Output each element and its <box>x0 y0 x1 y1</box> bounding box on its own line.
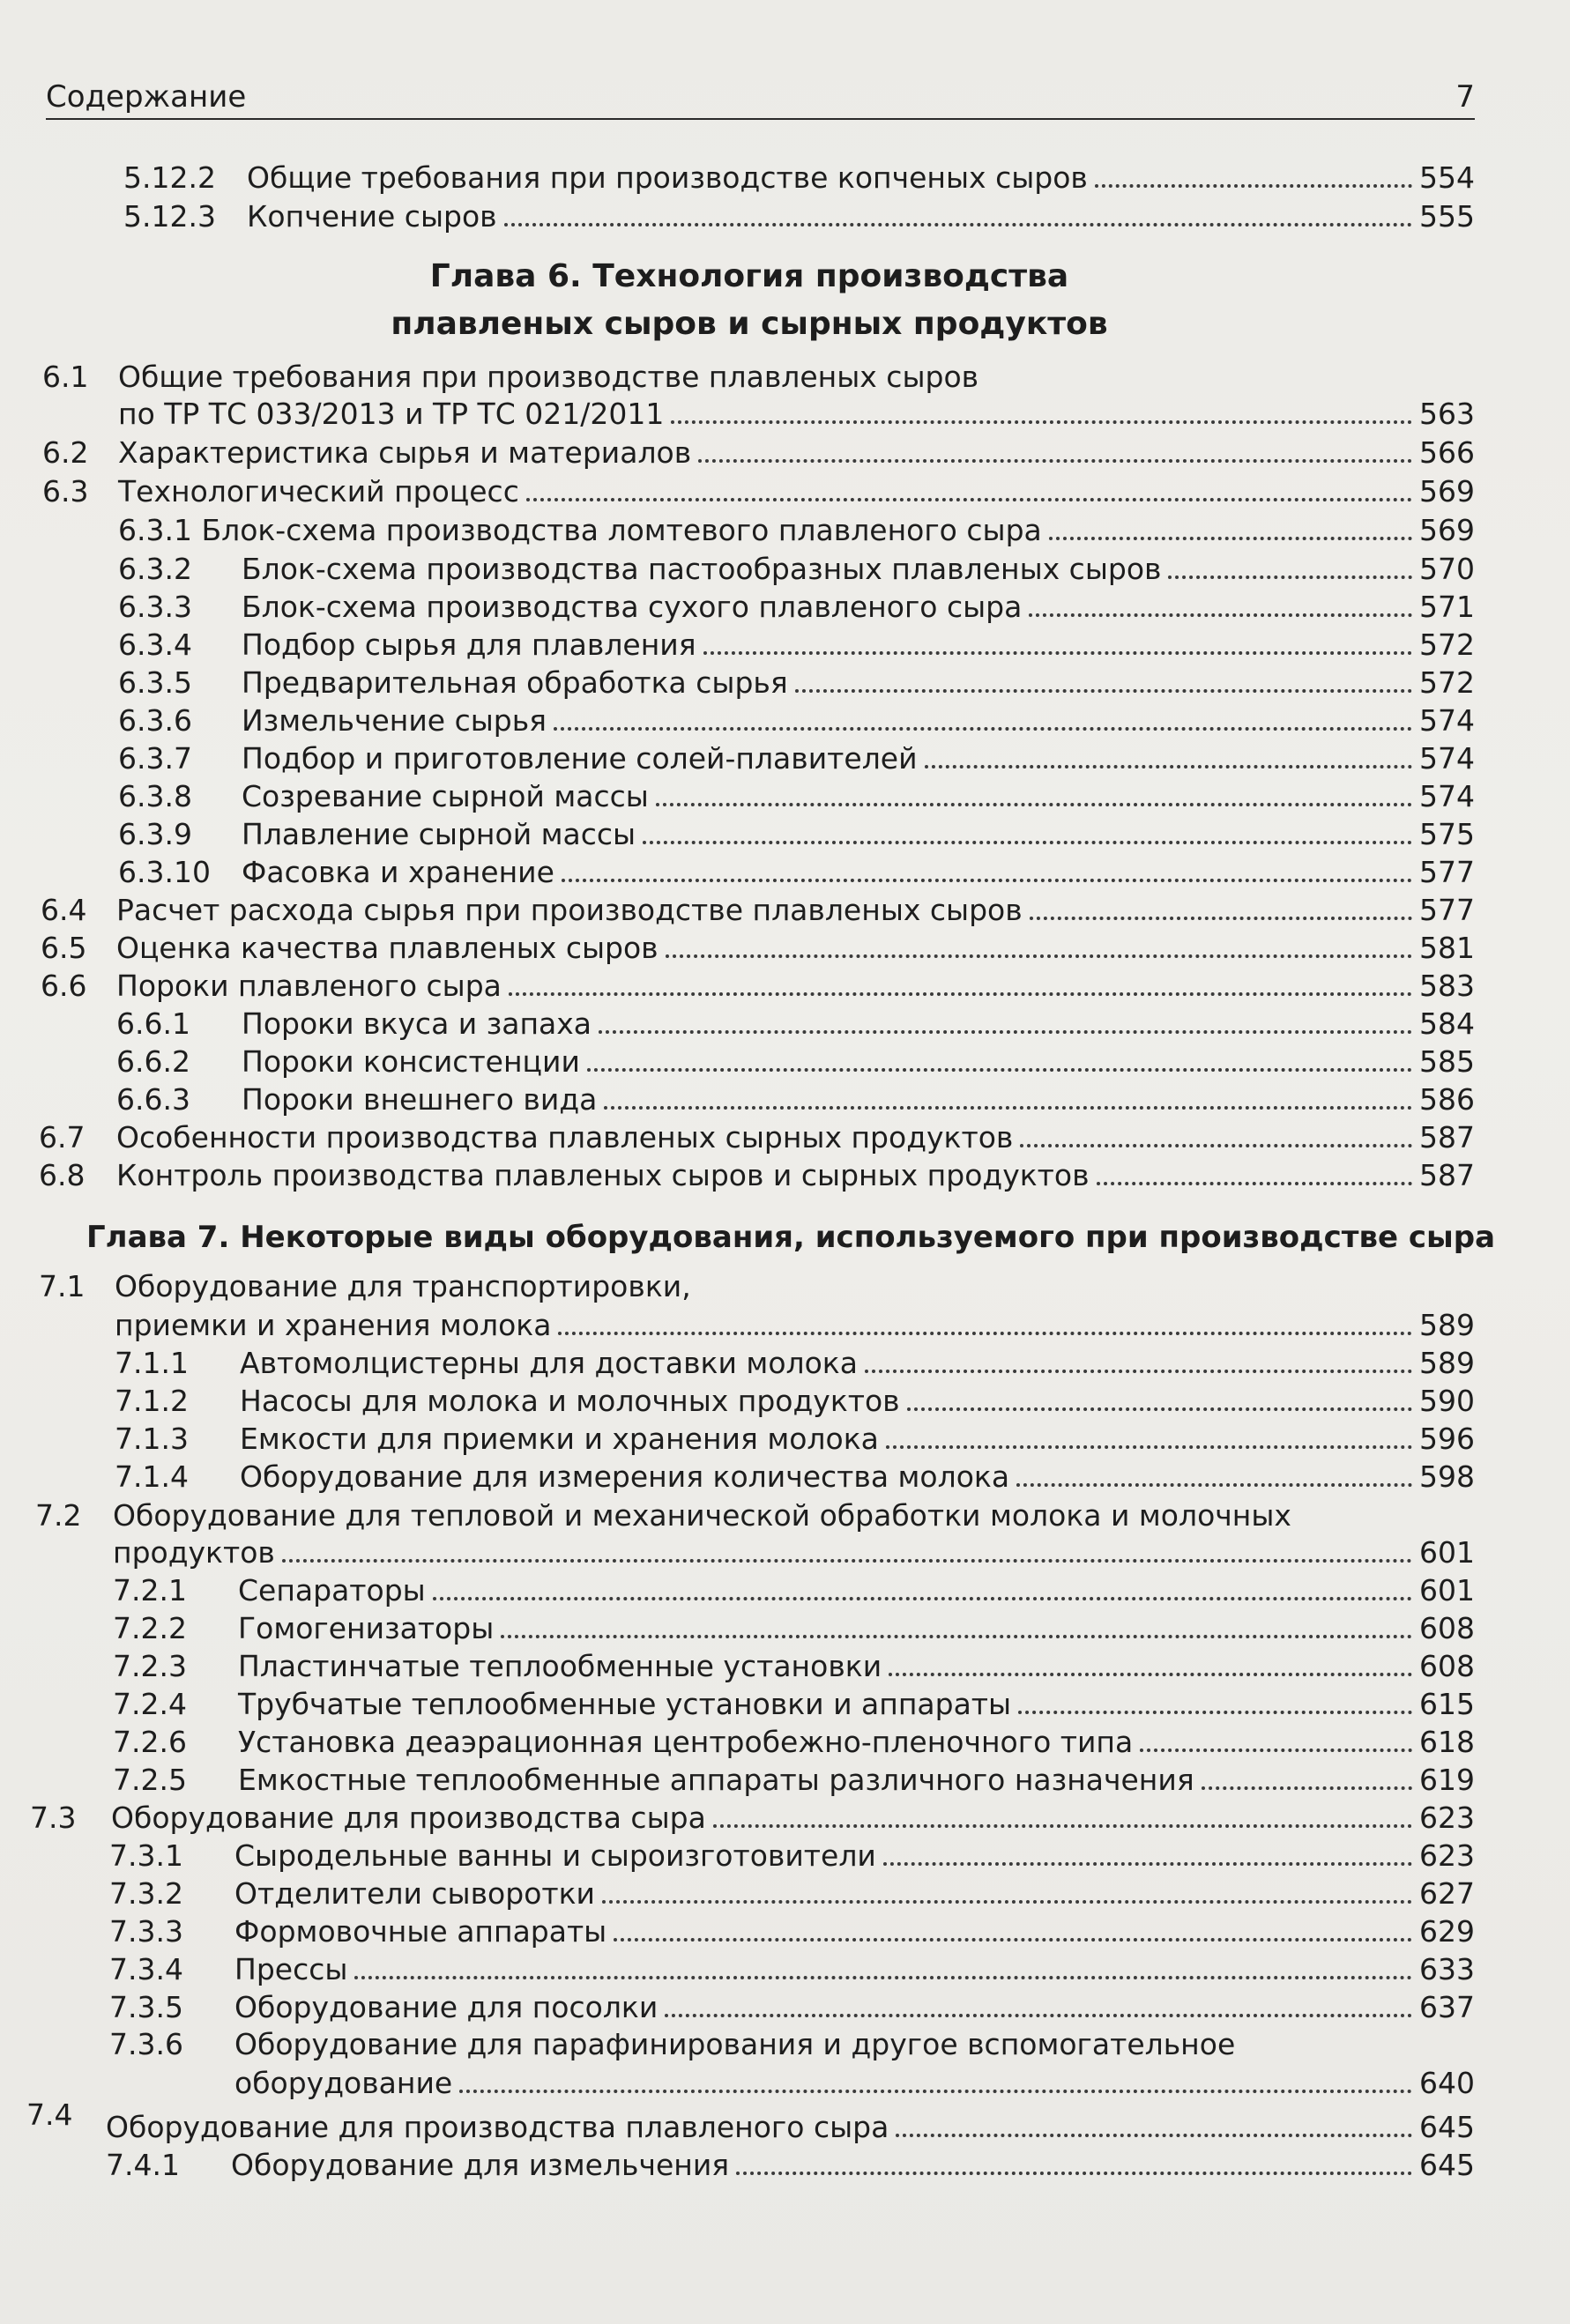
entry-number: 6.8 <box>39 1158 86 1192</box>
dot-leader <box>865 1370 1412 1373</box>
entry-title: Оборудование для тепловой и механической обработки молока и молочных <box>113 1498 1291 1533</box>
dot-leader <box>656 803 1412 806</box>
toc-entry <box>113 1570 1475 1608</box>
dot-leader <box>1020 1144 1412 1147</box>
dot-leader <box>736 2172 1412 2175</box>
toc-entry <box>115 1380 1475 1419</box>
entry-title: Расчет расхода сырья при производстве плавленых сыров <box>116 893 1023 927</box>
entry-number: 6.3 <box>42 474 89 509</box>
entry-title-continued: продуктов <box>113 1535 275 1570</box>
entry-number: 6.5 <box>41 931 87 965</box>
toc-entry <box>118 813 1475 852</box>
entry-title: Трубчатые теплообменные установки и аппараты <box>238 1687 1012 1721</box>
entry-number: 7.1.1 <box>115 1346 189 1380</box>
entry-number: 6.3.3 <box>118 590 192 624</box>
entry-title: Емкостные теплообменные аппараты различного назначения <box>238 1763 1194 1797</box>
dot-leader <box>883 1862 1412 1866</box>
page-header <box>46 78 1475 120</box>
entry-title: Оборудование для измерения количества молока <box>240 1459 1010 1494</box>
toc-entry <box>118 700 1475 739</box>
entry-number: 6.3.7 <box>118 741 192 776</box>
entry-title: Пороки плавленого сыра <box>116 969 502 1003</box>
toc-entry <box>118 624 1475 663</box>
entry-number: 6.7 <box>39 1120 86 1155</box>
toc-entry <box>115 1342 1475 1381</box>
dot-leader <box>713 1824 1412 1828</box>
toc-entry <box>39 1117 1475 1155</box>
toc-entry <box>109 1949 1475 1987</box>
entry-number: 7.1.2 <box>115 1384 189 1418</box>
toc-entry <box>118 851 1475 890</box>
toc-entry <box>113 1532 1475 1570</box>
entry-title: Подбор и приготовление солей-плавителей <box>242 741 918 776</box>
entry-title: Общие требования при производстве копченых сыров <box>247 160 1088 195</box>
dot-leader <box>1202 1786 1412 1790</box>
dot-leader <box>501 1635 1412 1638</box>
dot-leader <box>1016 1483 1412 1487</box>
entry-number: 7.2.4 <box>113 1687 187 1721</box>
toc-entry <box>115 1304 1475 1343</box>
entry-page: 589 <box>1419 1308 1475 1342</box>
entry-page: 577 <box>1419 855 1475 889</box>
entry-page: 596 <box>1419 1422 1475 1456</box>
entry-page: 569 <box>1419 513 1475 547</box>
entry-title: Сыродельные ванны и сыроизготовители <box>234 1838 876 1873</box>
entry-page: 618 <box>1419 1725 1475 1759</box>
toc-entry <box>113 1683 1475 1722</box>
entry-title: Общие требования при производстве плавленых сыров <box>118 360 979 394</box>
entry-title: Пороки консистенции <box>242 1044 580 1079</box>
entry-number: 6.3.8 <box>118 779 192 813</box>
dot-leader <box>614 1938 1412 1942</box>
dot-leader <box>1140 1749 1412 1752</box>
entry-title: Оценка качества плавленых сыров <box>116 931 659 965</box>
toc-entry <box>109 1873 1475 1912</box>
entry-number: 5.12.2 <box>123 160 216 195</box>
entry-page: 608 <box>1419 1649 1475 1683</box>
toc-entry <box>116 1079 1475 1117</box>
entry-number: 7.2.2 <box>113 1611 187 1645</box>
entry-number: 7.1 <box>39 1269 86 1303</box>
entry-page: 608 <box>1419 1611 1475 1645</box>
entry-page: 555 <box>1419 199 1475 234</box>
entry-number: 6.6.3 <box>116 1082 190 1117</box>
entry-title: Оборудование для производства сыра <box>111 1801 706 1835</box>
dot-leader <box>1097 1182 1412 1185</box>
entry-title: Предварительная обработка сырья <box>242 665 788 700</box>
entry-page: 598 <box>1419 1459 1475 1494</box>
dot-leader <box>504 223 1412 226</box>
toc-entry <box>106 2144 1475 2183</box>
dot-leader <box>889 1673 1412 1676</box>
dot-leader <box>666 954 1412 958</box>
entry-title: Копчение сыров <box>247 199 497 234</box>
entry-number: 7.1.3 <box>115 1422 189 1456</box>
entry-number: 7.3.5 <box>109 1990 183 2024</box>
entry-page: 575 <box>1419 817 1475 851</box>
entry-number: 6.3.6 <box>118 703 192 738</box>
entry-number: 6.2 <box>42 435 89 470</box>
entry-page: 554 <box>1419 160 1475 195</box>
entry-title: Пластинчатые теплообменные установки <box>238 1649 882 1683</box>
entry-number: 7.2.1 <box>113 1573 187 1607</box>
dot-leader <box>795 689 1412 693</box>
toc-entry <box>118 586 1475 625</box>
entry-page: 584 <box>1419 1006 1475 1041</box>
entry-page: 585 <box>1419 1044 1475 1079</box>
toc-entry <box>116 1003 1475 1042</box>
toc-entry <box>113 1607 1475 1646</box>
entry-title-continued: оборудование <box>234 2066 453 2100</box>
entry-number: 7.3.4 <box>109 1952 183 1986</box>
dot-leader <box>703 651 1412 655</box>
toc-entry <box>39 1155 1475 1193</box>
toc-entry <box>118 548 1475 587</box>
entry-number: 7.4.1 <box>106 2148 180 2182</box>
entry-number: 7.2.3 <box>113 1649 187 1683</box>
dot-leader <box>602 1900 1412 1904</box>
toc-entry <box>42 432 1475 471</box>
entry-title: Автомолцистерны для доставки молока <box>240 1346 858 1380</box>
entry-title: Измельчение сырья <box>242 703 547 738</box>
toc-entry <box>123 157 1475 196</box>
entry-page: 619 <box>1419 1763 1475 1797</box>
entry-page: 583 <box>1419 969 1475 1003</box>
entry-title: Созревание сырной массы <box>242 779 649 813</box>
entry-number: 7.1.4 <box>115 1459 189 1494</box>
entry-title: Насосы для молока и молочных продуктов <box>240 1384 900 1418</box>
toc-entry <box>106 2106 1475 2145</box>
toc-entry <box>118 776 1475 814</box>
entry-page: 645 <box>1419 2110 1475 2144</box>
dot-leader <box>433 1597 1412 1600</box>
dot-leader <box>587 1068 1412 1072</box>
toc-entry <box>118 393 1475 432</box>
dot-leader <box>526 498 1412 501</box>
entry-page: 566 <box>1419 435 1475 470</box>
dot-leader <box>599 1030 1412 1034</box>
entry-page: 627 <box>1419 1876 1475 1911</box>
dot-leader <box>604 1106 1412 1110</box>
entry-number: 7.3.6 <box>109 2027 183 2061</box>
entry-title: Оборудование для парафинирования и другое вспомогательное <box>234 2027 1236 2061</box>
dot-leader <box>282 1559 1412 1563</box>
toc-entry <box>234 2062 1475 2101</box>
entry-title: Оборудование для измельчения <box>231 2148 730 2182</box>
toc-entry <box>115 1456 1475 1495</box>
chapter-6-title-line-1: Глава 6. Технология производства <box>429 258 1069 294</box>
entry-page: 589 <box>1419 1346 1475 1380</box>
dot-leader <box>509 992 1412 996</box>
entry-number: 7.3.1 <box>109 1838 183 1873</box>
header-title: Содержание <box>46 79 247 115</box>
toc-entry <box>113 1759 1475 1798</box>
entry-number: 6.4 <box>41 893 87 927</box>
entry-title: Пороки внешнего вида <box>242 1082 598 1117</box>
entry-number: 7.3.2 <box>109 1876 183 1911</box>
entry-title: Фасовка и хранение <box>242 855 554 889</box>
toc-entry <box>42 471 1475 509</box>
entry-number: 6.3.10 <box>118 855 211 889</box>
dot-leader <box>1030 917 1412 920</box>
entry-number: 6.3.5 <box>118 665 192 700</box>
entry-number: 7.2.6 <box>113 1725 187 1759</box>
entry-title: Сепараторы <box>238 1573 426 1607</box>
entry-title-continued: приемки и хранения молока <box>115 1308 552 1342</box>
dot-leader <box>554 727 1412 731</box>
entry-number: 6.6.1 <box>116 1006 190 1041</box>
entry-title: Емкости для приемки и хранения молока <box>240 1422 879 1456</box>
entry-title: Характеристика сырья и материалов <box>118 435 692 470</box>
entry-page: 590 <box>1419 1384 1475 1418</box>
dot-leader <box>558 1332 1412 1335</box>
dot-leader <box>562 879 1412 882</box>
entry-page: 587 <box>1419 1120 1475 1155</box>
entry-page: 623 <box>1419 1838 1475 1873</box>
dot-leader <box>643 841 1412 844</box>
dot-leader <box>671 420 1412 424</box>
dot-leader <box>459 2090 1412 2093</box>
entry-title: 6.3.1 Блок-схема производства ломтевого плавленого сыра <box>118 513 1042 547</box>
chapter-7-title: Глава 7. Некоторые виды оборудования, используемого при производстве сыра <box>86 1220 1496 1255</box>
entry-title: Подбор сырья для плавления <box>242 627 696 662</box>
entry-number: 6.3.2 <box>118 552 192 586</box>
entry-number: 7.2 <box>35 1498 82 1533</box>
toc-entry <box>118 509 1475 548</box>
entry-title: Особенности производства плавленых сырных продуктов <box>116 1120 1014 1155</box>
entry-number: 7.4 <box>26 2098 73 2132</box>
entry-page: 572 <box>1419 665 1475 700</box>
toc-entry <box>118 662 1475 701</box>
entry-page: 629 <box>1419 1914 1475 1949</box>
entry-title: Установка деаэрационная центробежно-пленочного типа <box>238 1725 1134 1759</box>
toc-entry <box>41 927 1475 966</box>
entry-page: 586 <box>1419 1082 1475 1117</box>
toc-entry <box>115 1418 1475 1457</box>
dot-leader <box>354 1976 1412 1979</box>
entry-title: Технологический процесс <box>118 474 519 509</box>
entry-page: 572 <box>1419 627 1475 662</box>
toc-entry <box>109 1911 1475 1949</box>
entry-number: 6.6.2 <box>116 1044 190 1079</box>
entry-page: 633 <box>1419 1952 1475 1986</box>
entry-page: 615 <box>1419 1687 1475 1721</box>
entry-title-continued: по ТР ТС 033/2013 и ТР ТС 021/2011 <box>118 397 665 431</box>
entry-page: 563 <box>1419 397 1475 431</box>
entry-title: Блок-схема производства сухого плавленого сыра <box>242 590 1023 624</box>
entry-page: 571 <box>1419 590 1475 624</box>
entry-title: Оборудование для посолки <box>234 1990 659 2024</box>
dot-leader <box>925 765 1412 768</box>
entry-page: 601 <box>1419 1573 1475 1607</box>
dot-leader <box>886 1445 1412 1449</box>
entry-page: 569 <box>1419 474 1475 509</box>
header-page-number: 7 <box>1455 79 1475 115</box>
entry-title: Отделители сыворотки <box>234 1876 595 1911</box>
entry-page: 581 <box>1419 931 1475 965</box>
toc-entry <box>41 965 1475 1004</box>
entry-title: Формовочные аппараты <box>234 1914 607 1949</box>
entry-page: 570 <box>1419 552 1475 586</box>
dot-leader <box>1095 184 1412 188</box>
toc-entry <box>41 889 1475 928</box>
entry-title: Пороки вкуса и запаха <box>242 1006 592 1041</box>
entry-title: Оборудование для транспортировки, <box>115 1269 691 1303</box>
toc-entry <box>30 1797 1475 1836</box>
entry-title: Гомогенизаторы <box>238 1611 495 1645</box>
entry-page: 574 <box>1419 703 1475 738</box>
entry-number: 7.3 <box>30 1801 77 1835</box>
toc-entry <box>116 1041 1475 1080</box>
chapter-6-title-line-2: плавленых сыров и сырных продуктов <box>391 306 1108 342</box>
entry-page: 577 <box>1419 893 1475 927</box>
dot-leader <box>665 2014 1412 2017</box>
dot-leader <box>698 459 1412 463</box>
entry-page: 574 <box>1419 779 1475 813</box>
entry-number: 6.3.4 <box>118 627 192 662</box>
dot-leader <box>907 1407 1412 1411</box>
entry-title: Контроль производства плавленых сыров и сырных продуктов <box>116 1158 1090 1192</box>
toc-entry <box>109 1835 1475 1874</box>
entry-page: 601 <box>1419 1535 1475 1570</box>
entry-number: 6.6 <box>41 969 87 1003</box>
entry-number: 6.1 <box>42 360 89 394</box>
toc-entry <box>123 196 1475 234</box>
entry-page: 645 <box>1419 2148 1475 2182</box>
dot-leader <box>1049 537 1412 540</box>
entry-number: 5.12.3 <box>123 199 216 234</box>
toc-entry <box>109 1986 1475 2025</box>
entry-title: Блок-схема производства пастообразных плавленых сыров <box>242 552 1162 586</box>
dot-leader <box>1018 1711 1412 1714</box>
entry-title: Прессы <box>234 1952 348 1986</box>
dot-leader <box>1168 575 1412 579</box>
entry-page: 640 <box>1419 2066 1475 2100</box>
entry-title: Оборудование для производства плавленого сыра <box>106 2110 889 2144</box>
entry-page: 623 <box>1419 1801 1475 1835</box>
toc-entry <box>113 1721 1475 1760</box>
entry-page: 574 <box>1419 741 1475 776</box>
dot-leader <box>896 2134 1412 2137</box>
entry-number: 6.3.9 <box>118 817 192 851</box>
toc-entry <box>113 1645 1475 1684</box>
entry-number: 7.3.3 <box>109 1914 183 1949</box>
entry-page: 637 <box>1419 1990 1475 2024</box>
toc-entry <box>118 738 1475 776</box>
entry-page: 587 <box>1419 1158 1475 1192</box>
entry-title: Плавление сырной массы <box>242 817 636 851</box>
entry-number: 7.2.5 <box>113 1763 187 1797</box>
dot-leader <box>1029 613 1412 617</box>
